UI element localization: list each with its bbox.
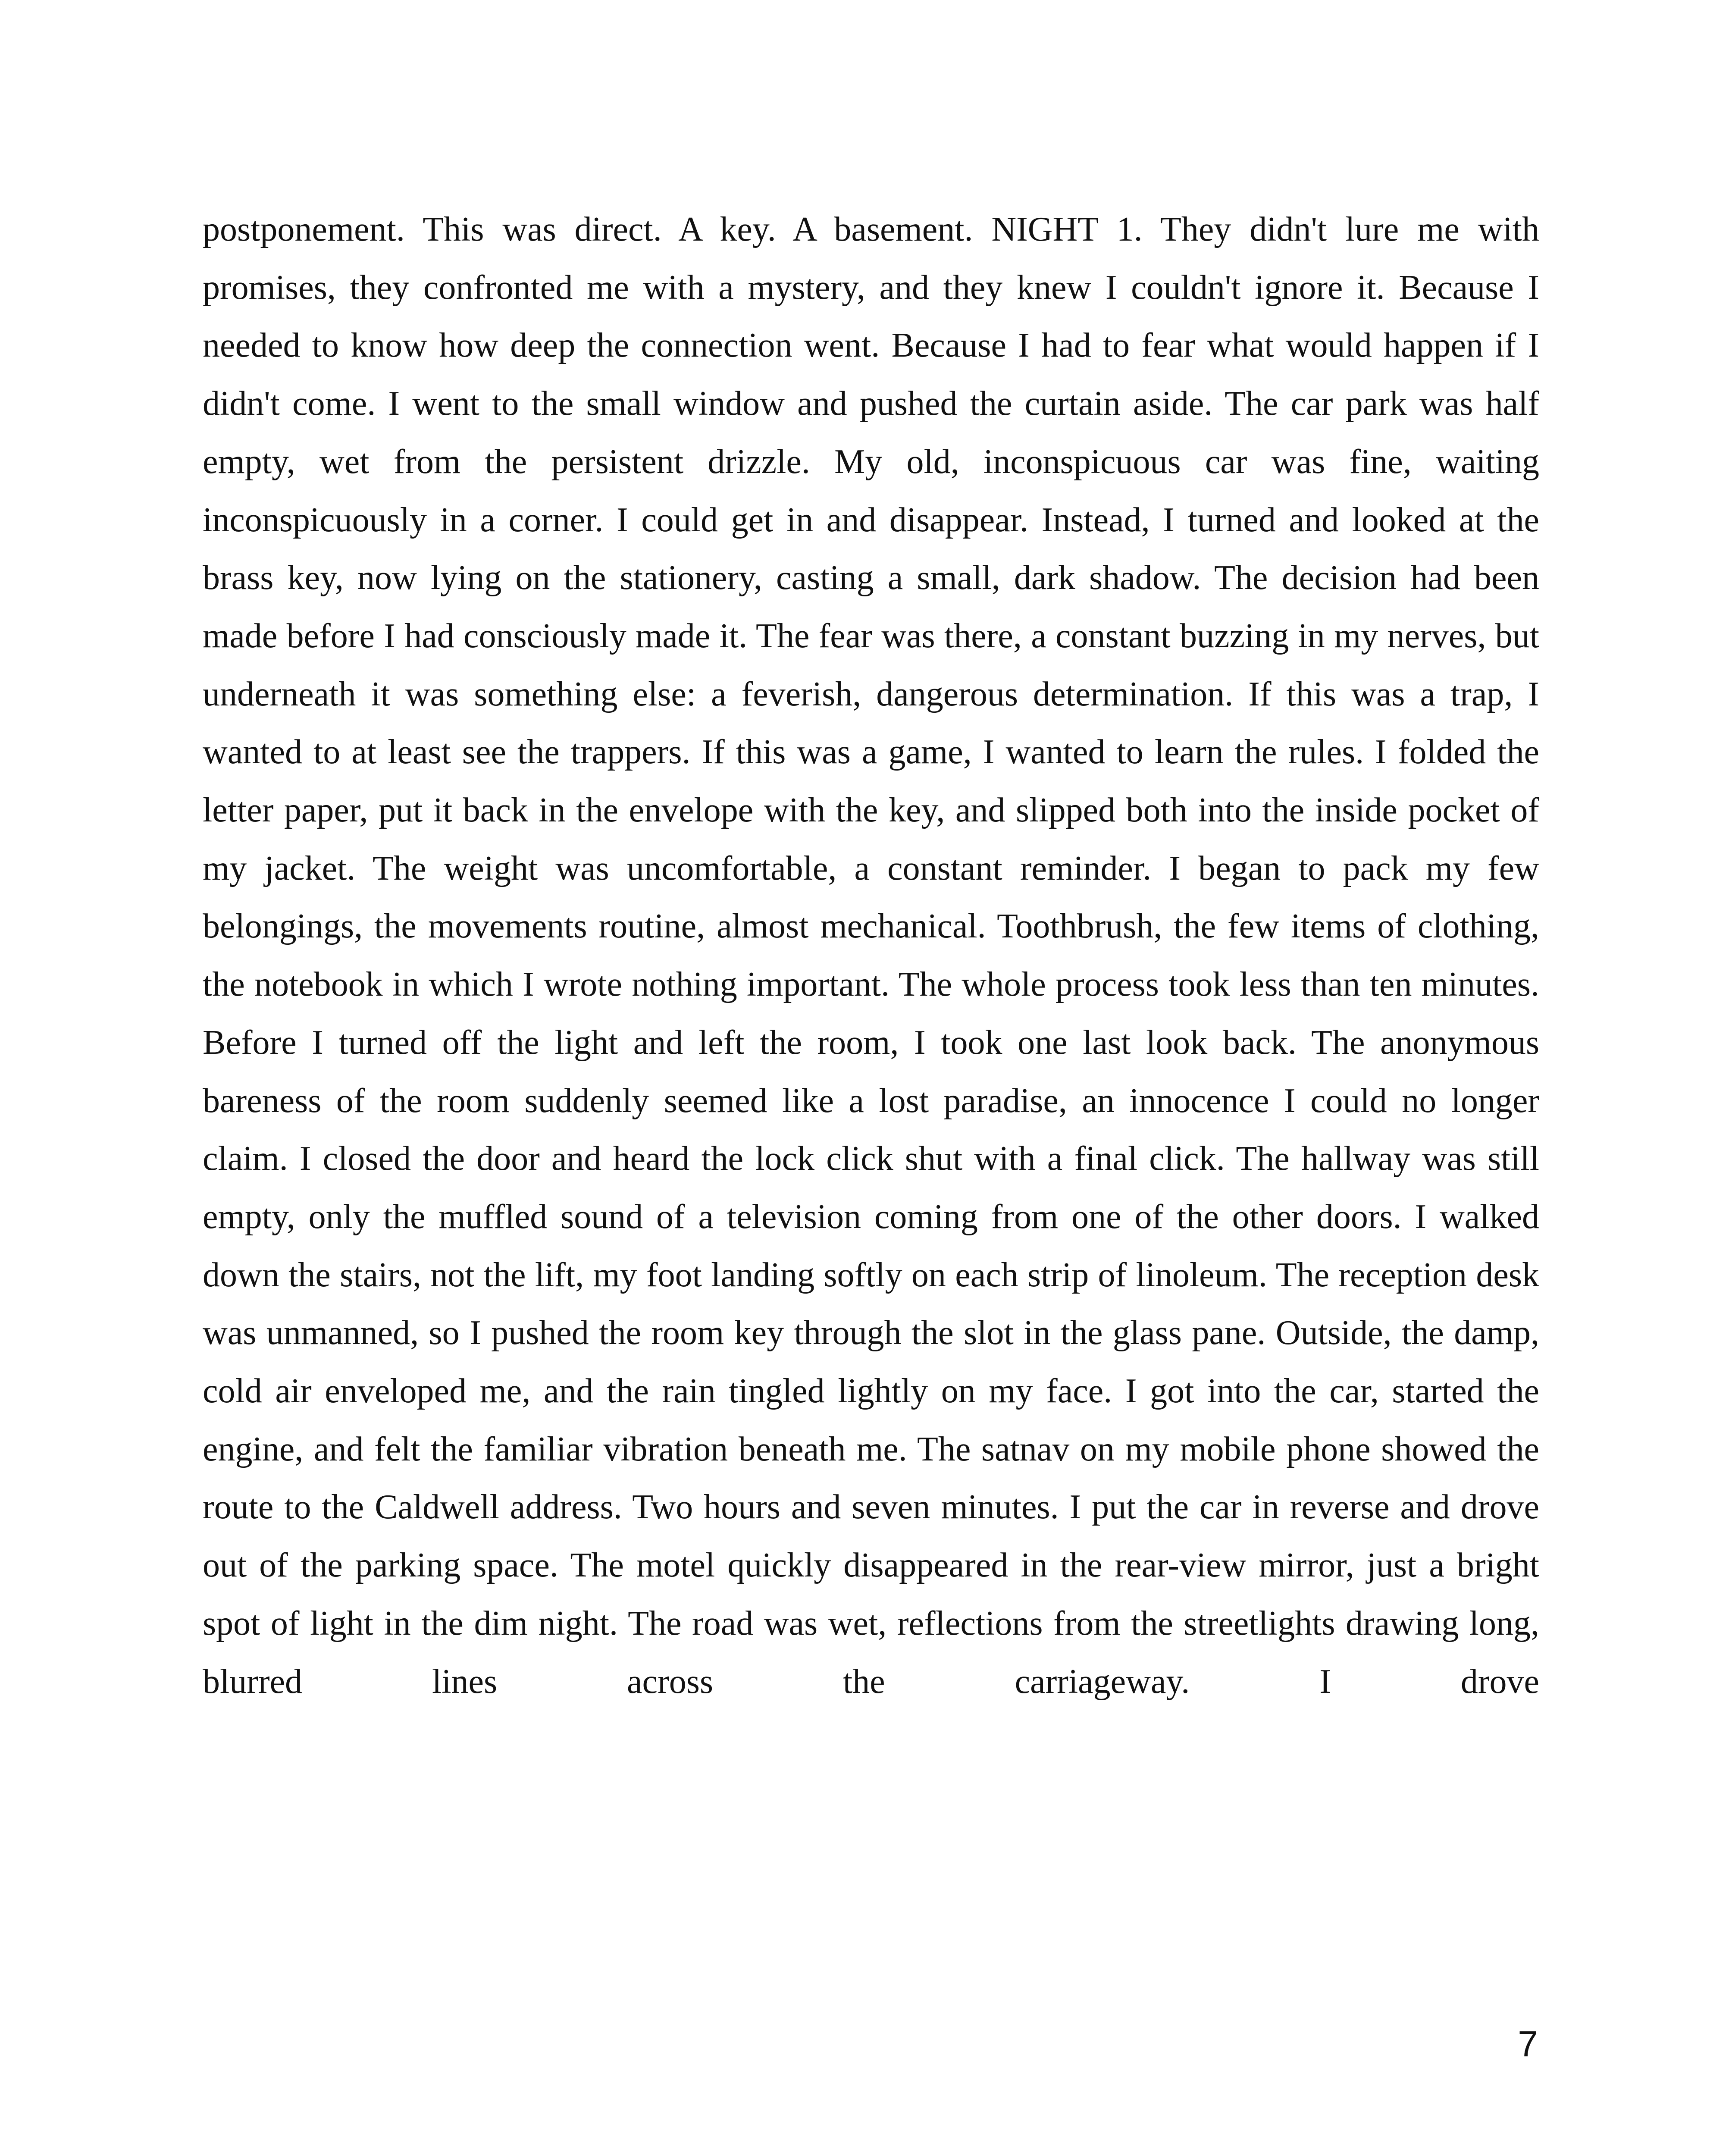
body-paragraph: postponement. This was direct. A key. A basement. NIGHT 1. They didn't lure me with promises, they confronted me with a mystery, and they knew I couldn't ignore it. Because I needed to know how deep the connection went. Because I had to fear what would happen if I didn't come. I went to the small window and pushed the curtain aside. The car park was half empty, wet from the persistent drizzle. My old, inconspicuous car was fine, waiting inconspicuously in a corner. I could get in and disappear. Instead, I turned and looked at the brass key, now lying on the stationery, casting a small, dark shadow. The decision had been made before I had consciously made it. The fear was there, a constant buzzing in my nerves, but underneath it was something else: a feverish, dangerous determination. If this was a trap, I wanted to at least see the trappers. If this was a game, I wanted to learn the rules. I folded the letter paper, put it back in the envelope with the key, and slipped both into the inside pocket of my jacket. The weight was uncomfortable, a constant reminder. I began to pack my few belongings, the movements routine, almost mechanical. Toothbrush, the few items of clothing, the notebook in which I wrote nothing important. The whole process took less than ten minutes. Before I turned off the light and left the room, I took one last look back. The anonymous bareness of the room suddenly seemed like a lost paradise, an innocence I could no longer claim. I closed the door and heard the lock click shut with a final click. The hallway was still empty, only the muffled sound of a television coming from one of the other doors. I walked down the stairs, not the lift, my foot landing softly on each strip of linoleum. The reception desk was unmanned, so I pushed the room key through the slot in the glass pane. Outside, the damp, cold air enveloped me, and the rain tingled lightly on my face. I got into the car, started the engine, and felt the familiar vibration beneath me. The satnav on my mobile phone showed the route to the Caldwell address. Two hours and seven minutes. I put the car in reverse and drove out of the parking space. The motel quickly disappeared in the rear-view mirror, just a bright spot of light in the dim night. The road was wet, reflections from the streetlights drawing long, blurred lines across the carriageway. I drove bbox=[203, 210, 1539, 1701]
page-number: 7 bbox=[1518, 2024, 1538, 2064]
